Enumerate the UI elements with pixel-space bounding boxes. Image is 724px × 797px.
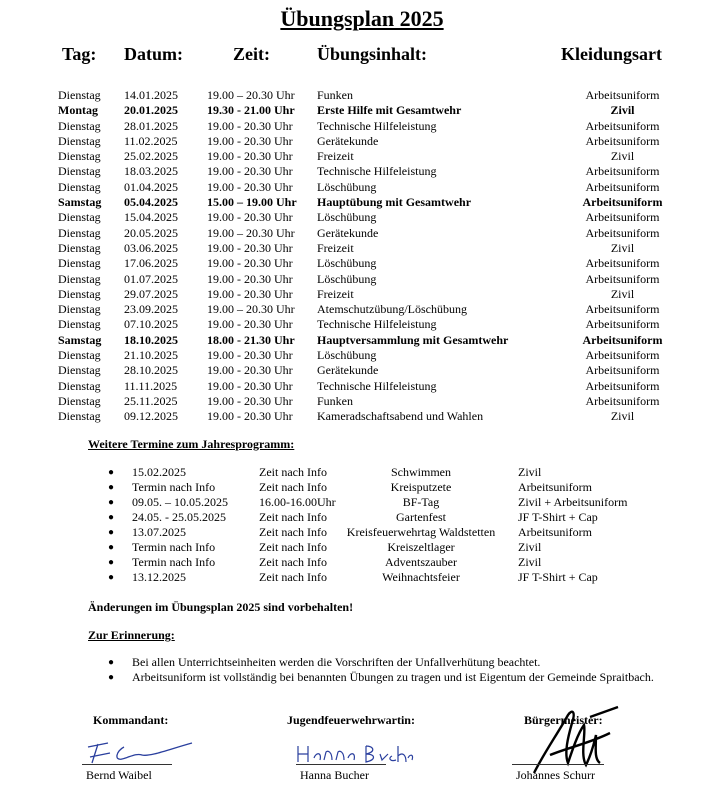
day-cell: Dienstag — [58, 286, 101, 301]
date-cell: 03.06.2025 — [124, 240, 178, 255]
signature-name-mayor: Johannes Schurr — [516, 768, 595, 782]
event-time: Zeit nach Info — [259, 465, 327, 479]
schedule-row — [0, 348, 724, 363]
content-cell: Funken — [317, 88, 353, 102]
schedule-row — [0, 333, 724, 348]
date-cell: 20.01.2025 — [124, 103, 178, 118]
header-day: Tag: — [62, 44, 97, 64]
day-cell: Dienstag — [58, 225, 101, 240]
day-cell: Dienstag — [58, 118, 101, 133]
date-cell: 05.04.2025 — [124, 195, 178, 210]
schedule-row — [0, 256, 724, 271]
schedule-row — [0, 164, 724, 179]
day-cell: Dienstag — [58, 256, 101, 271]
event-time: Zeit nach Info — [259, 480, 327, 494]
time-cell: 19.00 - 20.30 Uhr — [207, 149, 293, 164]
page-title: Übungsplan 2025 — [280, 6, 444, 31]
dress-cell: Arbeitsuniform — [585, 348, 660, 363]
day-cell: Dienstag — [58, 409, 101, 424]
time-cell: 19.00 - 20.30 Uhr — [207, 286, 293, 301]
day-cell: Dienstag — [58, 164, 101, 179]
time-cell: 19.00 - 20.30 Uhr — [207, 133, 293, 148]
dress-cell: Arbeitsuniform — [585, 317, 660, 332]
signature-line — [296, 764, 386, 765]
signature-name-commander: Bernd Waibel — [86, 768, 152, 782]
bullet-icon: ● — [108, 657, 115, 668]
header-content: Übungsinhalt: — [317, 44, 428, 64]
dress-cell: Arbeitsuniform — [582, 332, 663, 347]
schedule-row — [0, 119, 724, 134]
reminder-item — [108, 670, 668, 685]
date-cell: 28.01.2025 — [124, 118, 178, 133]
dress-cell: Arbeitsuniform — [585, 164, 660, 179]
bullet-icon: ● — [108, 527, 115, 538]
dress-cell: Arbeitsuniform — [585, 210, 660, 225]
date-cell: 28.10.2025 — [124, 363, 178, 378]
dress-cell: Zivil — [610, 286, 635, 301]
event-time: Zeit nach Info — [259, 525, 327, 539]
event-date: Termin nach Info — [132, 480, 216, 494]
event-dress: Zivil — [518, 555, 542, 569]
event-item — [0, 540, 724, 555]
content-cell: Hauptversammlung mit Gesamtwehr — [317, 332, 509, 347]
time-cell: 19.00 - 20.30 Uhr — [207, 271, 293, 286]
content-cell: Technische Hilfeleistung — [317, 118, 437, 133]
time-cell: 15.00 – 19.00 Uhr — [207, 195, 297, 210]
time-cell: 19.00 - 20.30 Uhr — [207, 378, 293, 393]
time-cell: 19.00 - 20.30 Uhr — [207, 317, 293, 332]
time-cell: 19.00 - 20.30 Uhr — [207, 118, 293, 133]
time-cell: 19.00 - 20.30 Uhr — [207, 210, 293, 225]
event-date: 13.07.2025 — [132, 525, 186, 539]
content-cell: Löschübung — [317, 256, 377, 271]
event-item — [0, 525, 724, 540]
signature-name-youth-warden: Hanna Bucher — [300, 768, 369, 782]
event-item — [0, 555, 724, 570]
date-cell: 23.09.2025 — [124, 302, 178, 317]
schedule-row — [0, 409, 724, 424]
event-dress: Zivil + Arbeitsuniform — [518, 495, 628, 509]
content-cell: Gerätekunde — [317, 363, 379, 378]
schedule-row — [0, 210, 724, 225]
signature-role-mayor: Bürgermeister: — [524, 713, 603, 727]
dress-cell: Arbeitsuniform — [585, 302, 660, 317]
event-date: 09.05. – 10.05.2025 — [132, 495, 228, 509]
schedule-row — [0, 241, 724, 256]
dress-cell: Arbeitsuniform — [582, 195, 663, 210]
content-cell: Löschübung — [317, 179, 377, 194]
content-cell: Gerätekunde — [317, 133, 379, 148]
change-note: Änderungen im Übungsplan 2025 sind vorbehalten! — [88, 600, 354, 614]
reminder-item — [108, 655, 668, 670]
event-time: Zeit nach Info — [259, 555, 327, 569]
content-cell: Freizeit — [317, 286, 354, 301]
bullet-icon: ● — [108, 557, 115, 568]
signature-role-commander: Kommandant: — [93, 713, 169, 727]
date-cell: 07.10.2025 — [124, 317, 178, 332]
schedule-row — [0, 302, 724, 317]
bullet-icon: ● — [108, 672, 115, 683]
event-date: Termin nach Info — [132, 540, 216, 554]
content-cell: Kameradschaftsabend und Wahlen — [317, 409, 484, 424]
schedule-row — [0, 287, 724, 302]
bullet-icon: ● — [108, 572, 115, 583]
dress-cell: Arbeitsuniform — [585, 393, 660, 408]
schedule-row — [0, 103, 724, 118]
event-time: Zeit nach Info — [259, 540, 327, 554]
event-time: Zeit nach Info — [259, 570, 327, 584]
content-cell: Technische Hilfeleistung — [317, 378, 437, 393]
day-cell: Dienstag — [58, 179, 101, 194]
dress-cell: Arbeitsuniform — [585, 118, 660, 133]
header-dress: Kleidungsart — [561, 44, 663, 64]
schedule-row — [0, 363, 724, 378]
dress-cell: Arbeitsuniform — [585, 256, 660, 271]
day-cell: Dienstag — [58, 363, 101, 378]
date-cell: 21.10.2025 — [124, 348, 178, 363]
signature-commander — [80, 733, 210, 767]
date-cell: 29.07.2025 — [124, 286, 178, 301]
time-cell: 19.00 – 20.30 Uhr — [207, 225, 295, 240]
signature-role-youth-warden: Jugendfeuerwehrwartin: — [287, 713, 415, 727]
event-date: 15.02.2025 — [132, 465, 186, 479]
day-cell: Dienstag — [58, 271, 101, 286]
date-cell: 15.04.2025 — [124, 210, 178, 225]
content-cell: Freizeit — [317, 149, 354, 164]
event-dress: JF T-Shirt + Cap — [518, 510, 598, 524]
schedule-row — [0, 317, 724, 332]
schedule-row — [0, 272, 724, 287]
schedule-row — [0, 195, 724, 210]
content-cell: Gerätekunde — [317, 225, 379, 240]
event-name: BF-Tag — [402, 495, 440, 509]
day-cell: Dienstag — [58, 88, 101, 102]
dress-cell: Arbeitsuniform — [585, 133, 660, 148]
content-cell: Löschübung — [317, 348, 377, 363]
event-name: Schwimmen — [391, 465, 451, 479]
event-name: Weihnachtsfeier — [382, 570, 460, 584]
day-cell: Dienstag — [58, 393, 101, 408]
event-item — [0, 570, 724, 585]
signature-line — [512, 764, 604, 765]
further-dates-list — [0, 465, 724, 585]
day-cell: Dienstag — [58, 302, 101, 317]
day-cell: Dienstag — [58, 240, 101, 255]
date-cell: 01.04.2025 — [124, 179, 178, 194]
dress-cell: Zivil — [610, 149, 635, 164]
event-dress: Arbeitsuniform — [518, 480, 592, 494]
header-time: Zeit: — [233, 44, 270, 64]
time-cell: 18.00 - 21.30 Uhr — [207, 332, 295, 347]
dress-cell: Zivil — [610, 103, 635, 118]
time-cell: 19.00 - 20.30 Uhr — [207, 409, 293, 424]
event-item — [0, 495, 724, 510]
schedule-row — [0, 180, 724, 195]
event-dress: Arbeitsuniform — [518, 525, 592, 539]
event-date: Termin nach Info — [132, 555, 216, 569]
time-cell: 19.30 - 21.00 Uhr — [207, 103, 295, 118]
day-cell: Dienstag — [58, 149, 101, 164]
schedule-row — [0, 379, 724, 394]
date-cell: 09.12.2025 — [124, 409, 178, 424]
bullet-icon: ● — [108, 467, 115, 478]
reminder-text: Arbeitsuniform ist vollständig bei benannten Übungen zu tragen und ist Eigentum der Gemeinde Spraitbach. — [132, 670, 654, 684]
signature-line — [82, 764, 172, 765]
time-cell: 19.00 – 20.30 Uhr — [207, 302, 295, 317]
event-time: 16.00-16.00Uhr — [259, 495, 336, 509]
content-cell: Erste Hilfe mit Gesamtwehr — [317, 103, 462, 118]
day-cell: Dienstag — [58, 378, 101, 393]
day-cell: Dienstag — [58, 348, 101, 363]
dress-cell: Zivil — [610, 240, 635, 255]
time-cell: 19.00 - 20.30 Uhr — [207, 256, 293, 271]
dress-cell: Arbeitsuniform — [585, 378, 660, 393]
schedule-row — [0, 134, 724, 149]
event-item — [0, 465, 724, 480]
dress-cell: Arbeitsuniform — [585, 179, 660, 194]
time-cell: 19.00 - 20.30 Uhr — [207, 240, 293, 255]
content-cell: Löschübung — [317, 210, 377, 225]
date-cell: 11.11.2025 — [124, 378, 178, 393]
time-cell: 19.00 - 20.30 Uhr — [207, 164, 293, 179]
day-cell: Samstag — [58, 332, 102, 347]
schedule-row — [0, 226, 724, 241]
date-cell: 25.11.2025 — [124, 393, 178, 408]
time-cell: 19.00 - 20.30 Uhr — [207, 393, 293, 408]
time-cell: 19.00 - 20.30 Uhr — [207, 363, 293, 378]
event-item — [0, 480, 724, 495]
reminder-title: Zur Erinnerung: — [88, 628, 175, 642]
event-name: Kreiszeltlager — [387, 540, 455, 554]
date-cell: 18.03.2025 — [124, 164, 178, 179]
content-cell: Atemschutzübung/Löschübung — [317, 302, 467, 317]
time-cell: 19.00 – 20.30 Uhr — [207, 88, 295, 102]
content-cell: Hauptübung mit Gesamtwehr — [317, 195, 472, 210]
schedule-table — [0, 88, 724, 425]
day-cell: Samstag — [58, 195, 102, 210]
date-cell: 17.06.2025 — [124, 256, 178, 271]
day-cell: Dienstag — [58, 133, 101, 148]
event-name: Adventszauber — [385, 555, 457, 569]
content-cell: Technische Hilfeleistung — [317, 164, 437, 179]
time-cell: 19.00 - 20.30 Uhr — [207, 179, 293, 194]
bullet-icon: ● — [108, 542, 115, 553]
content-cell: Funken — [317, 393, 353, 408]
dress-cell: Zivil — [610, 409, 635, 424]
event-name: Kreisputzete — [390, 480, 452, 494]
schedule-row — [0, 394, 724, 409]
bullet-icon: ● — [108, 482, 115, 493]
event-date: 13.12.2025 — [132, 570, 186, 584]
bullet-icon: ● — [108, 497, 115, 508]
date-cell: 18.10.2025 — [124, 332, 178, 347]
date-cell: 25.02.2025 — [124, 149, 178, 164]
event-time: Zeit nach Info — [259, 510, 327, 524]
further-dates-title: Weitere Termine zum Jahresprogramm: — [88, 437, 295, 451]
date-cell: 11.02.2025 — [124, 133, 178, 148]
content-cell: Freizeit — [317, 240, 354, 255]
reminder-text: Bei allen Unterrichtseinheiten werden die Vorschriften der Unfallverhütung beachtet. — [132, 655, 541, 669]
content-cell: Technische Hilfeleistung — [317, 317, 437, 332]
dress-cell: Arbeitsuniform — [585, 363, 660, 378]
event-name: Kreisfeuerwehrtag Waldstetten — [346, 525, 496, 539]
dress-cell: Arbeitsuniform — [585, 271, 660, 286]
event-dress: Zivil — [518, 540, 542, 554]
event-date: 24.05. - 25.05.2025 — [132, 510, 226, 524]
header-date: Datum: — [124, 44, 183, 64]
event-name: Gartenfest — [396, 510, 446, 524]
content-cell: Löschübung — [317, 271, 377, 286]
dress-cell: Arbeitsuniform — [585, 88, 660, 102]
schedule-row — [0, 149, 724, 164]
schedule-row — [0, 88, 724, 103]
event-dress: Zivil — [518, 465, 542, 479]
date-cell: 01.07.2025 — [124, 271, 178, 286]
date-cell: 14.01.2025 — [124, 88, 178, 102]
day-cell: Dienstag — [58, 210, 101, 225]
bullet-icon: ● — [108, 512, 115, 523]
day-cell: Dienstag — [58, 317, 101, 332]
date-cell: 20.05.2025 — [124, 225, 178, 240]
time-cell: 19.00 - 20.30 Uhr — [207, 348, 293, 363]
dress-cell: Arbeitsuniform — [585, 225, 660, 240]
event-item — [0, 510, 724, 525]
event-dress: JF T-Shirt + Cap — [518, 570, 598, 584]
day-cell: Montag — [58, 103, 98, 118]
